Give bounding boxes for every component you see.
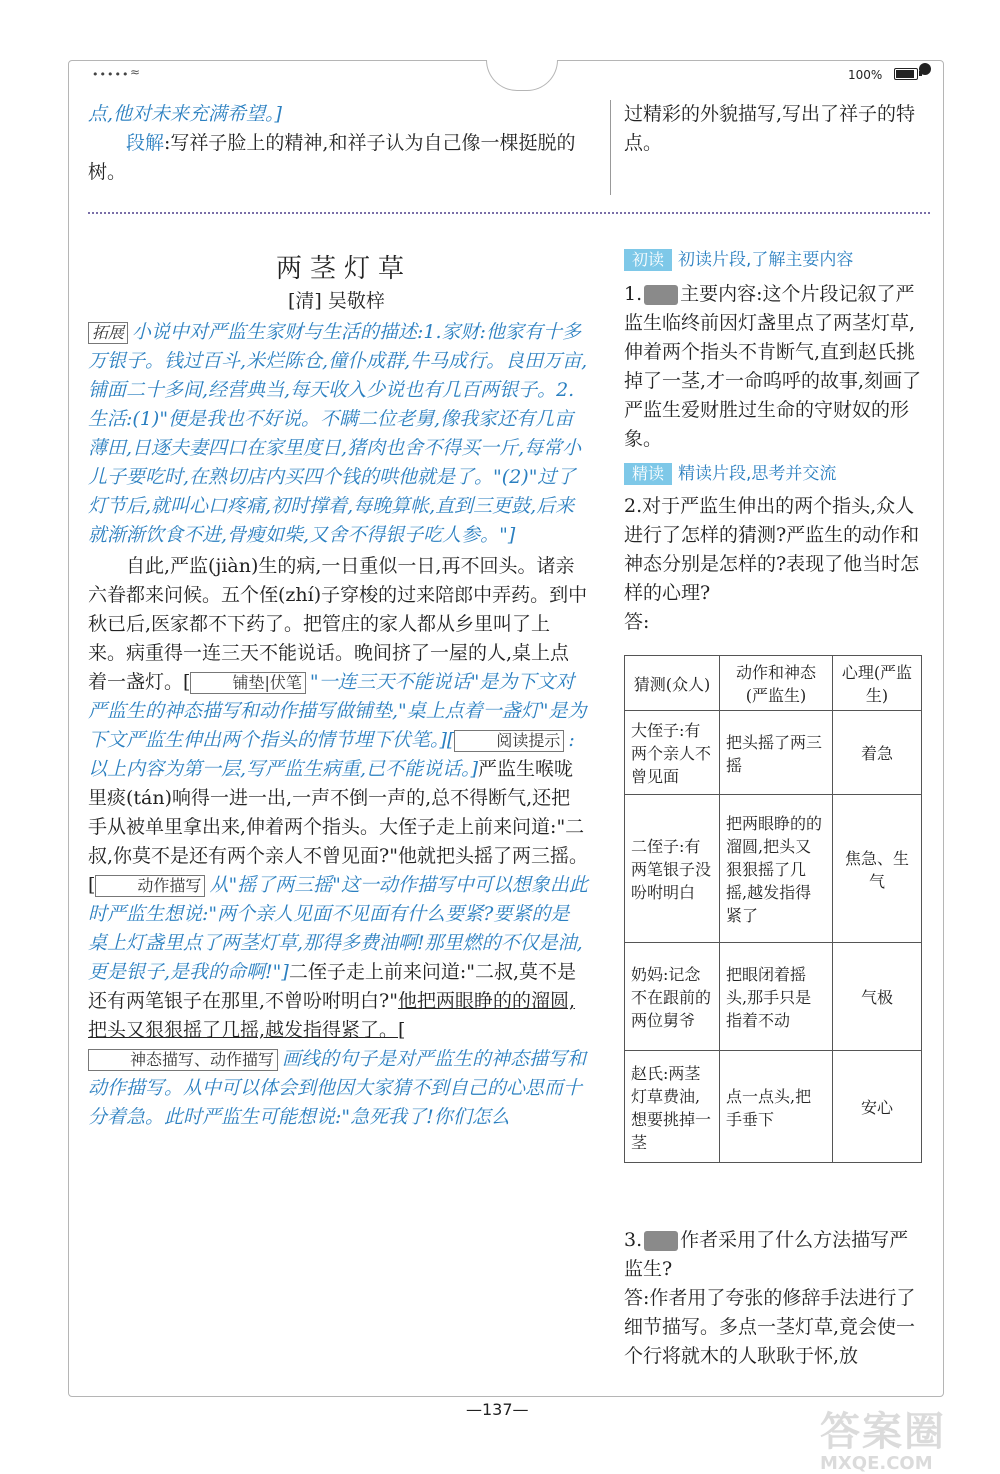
note-expression: 画线的句子是对严监生的神态描写和动作描写。从中可以体会到他因大家猜不到自己的心思而十分着急。此时严监生可能想说:"急死我了!你们怎么 xyxy=(88,1048,587,1128)
battery-icon xyxy=(894,68,918,80)
table-cell: 着急 xyxy=(832,711,921,795)
story-text-2: 严监生喉咙里痰(tán)响得一进一出,一声不倒一声的,总不得断气,还把手从被单里拿出来,伸着两个指头。大侄子走上前来问道:"二叔,你莫不是还有两个亲人不曾见面?"他就把头摇了两三摇。 xyxy=(88,758,588,867)
table-header-row xyxy=(625,656,922,711)
watermark-text: 答案圈 xyxy=(820,1409,946,1455)
table-cell: 赵氏:两茎灯草费油,想要挑掉一茎 xyxy=(625,1051,720,1163)
q3-answer: 答:作者用了夸张的修辞手法进行了细节描写。多点一茎灯草,竟会使一个行将就木的人耿耿于怀,放 xyxy=(624,1287,916,1367)
watermark-logo xyxy=(820,1400,990,1474)
section-2-title: 精读片段,思考并交流 xyxy=(678,464,837,484)
table-cell: 安心 xyxy=(832,1051,921,1163)
note-reading-tip: :以上内容为第一层,写严监生病重,已不能说话。] xyxy=(88,729,575,780)
author: [清] 吴敬梓 xyxy=(288,290,385,312)
battery-label: 100% xyxy=(848,68,883,82)
table-row xyxy=(625,943,922,1051)
question-2: 2.对于严监生伸出的两个指头,众人进行了怎样的猜测?严监生的动作和神态分别是怎样的?表现了他当时怎样的心理? xyxy=(624,495,920,604)
table-cell: 奶妈:记念不在跟前的两位舅爷 xyxy=(625,943,720,1051)
note-foreshadow: "一连三天不能说话"是为下文对严监生的神态描写和动作描写做铺垫,"桌上点着一盏灯"是为下文严监生伸出两个指头的情节埋下伏笔。][ xyxy=(88,671,587,751)
section-2-header xyxy=(624,462,924,486)
table-row xyxy=(625,795,922,943)
table-cell: 把两眼睁的的溜圆,把头又狠狠摇了几摇,越发指得紧了 xyxy=(720,795,833,943)
question-icon xyxy=(644,285,678,305)
note-tag-reading-tip: 阅读提示 xyxy=(454,730,564,752)
section-divider xyxy=(88,212,930,214)
device-notch xyxy=(486,60,558,91)
table-header: 动作和神态(严监生) xyxy=(720,656,833,711)
table-cell: 把头摇了两三摇 xyxy=(720,711,833,795)
story-text-1: 自此,严监(jiàn)生的病,一日重似一日,再不回头。诸亲六眷都来问候。五个侄(zhí)子穿梭的过来陪郎中弄药。到中秋已后,医家都不下药了。把管庄的家人都从乡里叫了上来。病重得一连三天不能说话。晚间挤了一屋的人,桌上点着一盏灯。 xyxy=(88,555,588,693)
q2-answer-label: 答: xyxy=(624,611,650,633)
table-cell: 大侄子:有两个亲人不曾见面 xyxy=(625,711,720,795)
question-1 xyxy=(624,280,924,454)
question-icon xyxy=(644,1231,678,1251)
battery-fill xyxy=(896,70,914,78)
table-cell: 二侄子:有两笔银子没吩咐明白 xyxy=(625,795,720,943)
page-title: 两茎灯草 xyxy=(276,254,413,284)
main-text xyxy=(88,318,588,1132)
note-action: 从"摇了两三摇"这一动作描写中可以想象出此时严监生想说:"两个亲人见面不见面有什么要紧?要紧的是桌上灯盏里点了两茎灯草,那得多费油啊!那里燃的不仅是油,更是银子,是我的命啊!"] xyxy=(88,874,588,983)
column-divider xyxy=(610,100,611,195)
top-left-line1: 点,他对未来充满希望。] xyxy=(88,103,282,125)
analysis-text: :写祥子脸上的精神,和祥子认为自己像一棵挺脱的树。 xyxy=(88,132,576,183)
table-row xyxy=(625,1051,922,1163)
table-cell: 点一点头,把手垂下 xyxy=(720,1051,833,1163)
note-tag-action: 动作描写 xyxy=(95,875,205,897)
extension-text: 小说中对严监生家财与生活的描述:1.家财:他家有十多万银子。钱过百斗,米烂陈仓,僮仆成群,牛马成行。良田万亩,铺面二十多间,经营典当,每天收入少说也有几百两银子。2.生活:(1)"便是我也不好说。不瞒二位老舅,像我家还有几亩薄田,日逐夫妻四口在家里度日,猪肉也舍不得买一斤,每常小儿子要吃时,在熟切店内买四个钱的哄他就是了。"(2)"过了灯节后,就叫心口疼痛,初时撑着,每晚算帐,直到三更鼓,后来就渐渐饮食不进,骨瘦如柴,又舍不得银子吃人参。"] xyxy=(88,321,588,546)
top-right-text: 过精彩的外貌描写,写出了祥子的特点。 xyxy=(624,103,916,154)
q3-text: 作者采用了什么方法描写严监生? xyxy=(624,1229,909,1280)
paragraph-analysis xyxy=(88,129,588,187)
watermark-url: MXQE.COM xyxy=(820,1453,933,1474)
battery-tip xyxy=(919,71,922,76)
table-header: 心理(严监生) xyxy=(832,656,921,711)
table-cell: 把眼闭着摇头,那手只是指着不动 xyxy=(720,943,833,1051)
section-2-label: 精读 xyxy=(624,463,672,485)
status-bar xyxy=(68,60,942,94)
q3-number: 3. xyxy=(624,1229,643,1251)
page-number: —137— xyxy=(466,1400,529,1419)
q1-number: 1. xyxy=(624,283,643,305)
question-3 xyxy=(624,1226,924,1371)
analysis-label: 段解 xyxy=(126,132,165,154)
table-row xyxy=(625,711,922,795)
top-left-block xyxy=(88,100,588,187)
right-column xyxy=(624,248,924,637)
section-1-label: 初读 xyxy=(624,249,672,271)
story-text-3: 二侄子走上前来问道:"二叔,莫不是还有两笔银子在那里,不曾吩咐明白?" xyxy=(88,961,577,1012)
answer-table xyxy=(624,655,922,1163)
story-paragraph: 自此,严监(jiàn)生的病,一日重似一日,再不回头。诸亲六眷都来问候。五个侄(zhí)子穿梭的过来陪郎中弄药。到中秋已后,医家都不下药了。把管庄的家人都从乡里叫了上来。病重得一连三天不能说话。晚间挤了一屋的人,桌上点着一盏灯。[ 铺垫|伏笔 "一连三天不能说话"是为下文对严监生的神态描写和动作描写做铺垫,"桌上点着一盏灯"是为下文严监生伸出两个指头的情节埋下伏笔。][ 阅读提示 :以上内容为第一层,写严监生病重,已不能说话。]严监生喉咙里痰(tán)响得一进一出,一声不倒一声的,总不得断气,还把手从被单里拿出来,伸着两个指头。大侄子走上前来问道:"二叔,你莫不是还有两个亲人不曾见面?"他就把头摇了两三摇。[ 动作描写 从"摇了两三摇"这一动作描写中可以想象出此时严监生想说:"两个亲人见面不见面有什么要紧?要紧的是桌上灯盏里点了两茎灯草,那得多费油啊!那里燃的不仅是油,更是银子,是我的命啊!"]二侄子走上前来问道:"二叔,莫不是还有两笔银子在那里,不曾吩咐明白?"他把两眼睁的的溜圆,把头又狠狠摇了几摇,越发指得紧了。[神态描写、动作描写 画线的句子是对严监生的神态描写和动作描写。从中可以体会到他因大家猜不到自己的心思而十分着急。此时严监生可能想说:"急死我了!你们怎么 xyxy=(88,555,588,1128)
extension-tag: 拓展 xyxy=(88,322,128,344)
signal-icon: ••••• xyxy=(92,68,130,81)
table-cell: 焦急、生气 xyxy=(832,795,921,943)
underlined-sentence: 他把两眼睁的的溜圆,把头又狠狠摇了几摇,越发指得紧了。 xyxy=(88,990,576,1041)
note-tag-foreshadow: 铺垫|伏笔 xyxy=(190,672,305,694)
table-cell: 气极 xyxy=(832,943,921,1051)
section-1-title: 初读片段,了解主要内容 xyxy=(678,250,854,270)
section-1-header xyxy=(624,248,924,272)
note-tag-expression: 神态描写、动作描写 xyxy=(88,1049,278,1071)
q1-text: 主要内容:这个片段记叙了严监生临终前因灯盏里点了两茎灯草,伸着两个指头不肯断气,直到赵氏挑掉了一茎,才一命呜呼的故事,刻画了严监生爱财胜过生命的守财奴的形象。 xyxy=(624,283,922,450)
table-header: 猜测(众人) xyxy=(625,656,720,711)
extension-note xyxy=(88,318,588,550)
wifi-icon: ≈ xyxy=(130,65,141,79)
